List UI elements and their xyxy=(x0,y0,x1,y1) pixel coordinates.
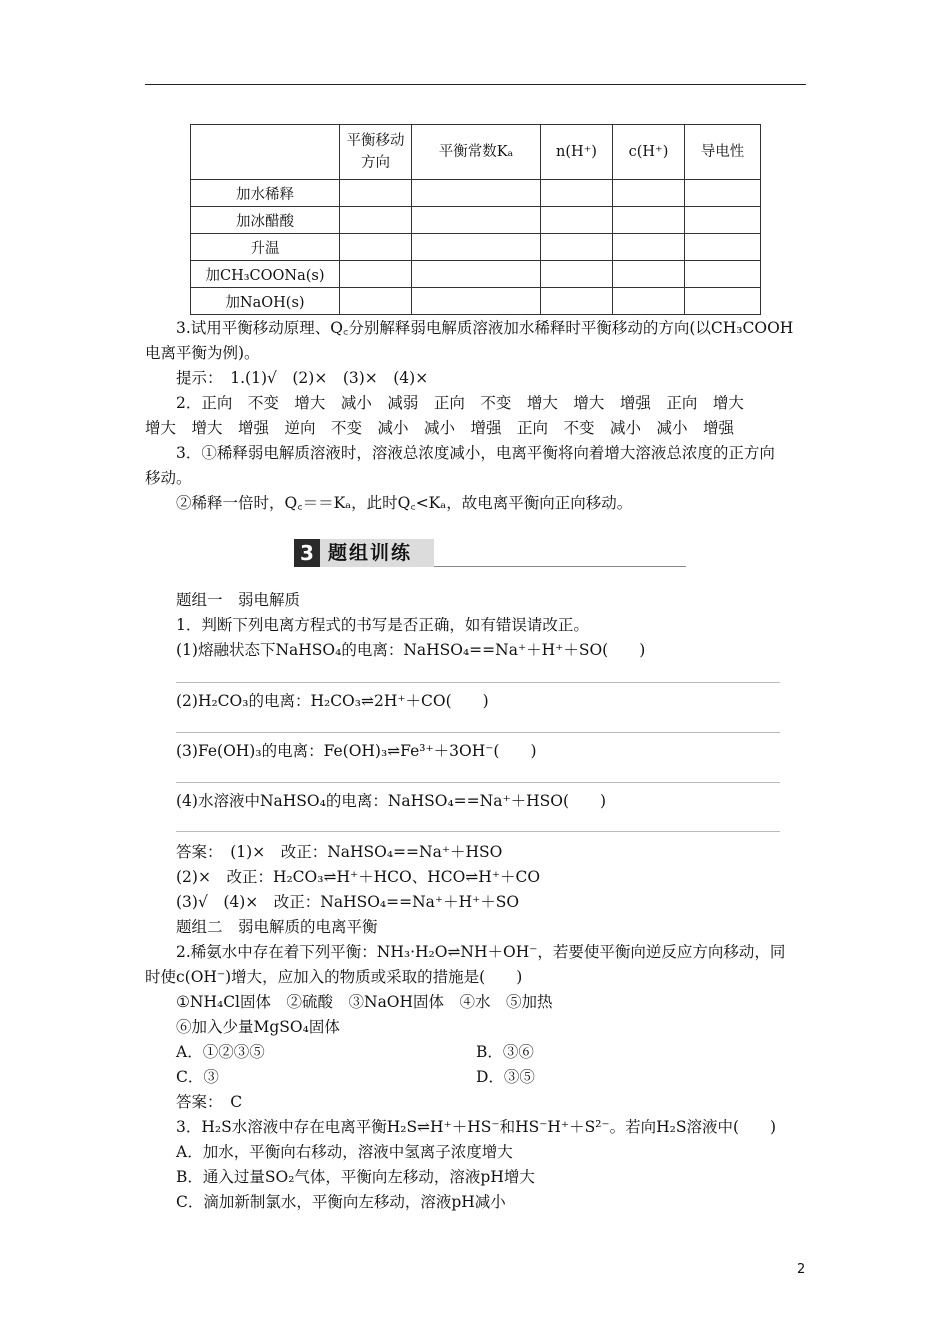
option-d: D．③⑤ xyxy=(476,1068,535,1086)
hint-line: 移动。 xyxy=(145,469,192,487)
table-row-label: 加CH₃COONa(s) xyxy=(191,261,340,288)
sub-question: (3)Fe(OH)₃的电离：Fe(OH)₃⇌Fe³⁺＋3OH⁻( ) xyxy=(176,742,537,760)
answer-blank-line xyxy=(176,732,780,733)
question-3-line-1: 3.试用平衡移动原理、Q꜀分别解释弱电解质溶液加水稀释时平衡移动的方向(以CH₃COOH xyxy=(176,319,794,337)
answer-line: (3)√ (4)× 改正：NaHSO₄==Na⁺＋H⁺＋SO xyxy=(176,893,520,911)
table-row-label: 加水稀释 xyxy=(191,180,340,207)
table-row xyxy=(191,261,761,288)
question-2-line-2: 时使c(OH⁻)增大，应加入的物质或采取的措施是( ) xyxy=(145,968,523,986)
hint-line: 提示： 1.(1)√ (2)× (3)× (4)× xyxy=(176,369,429,387)
header-rule xyxy=(145,84,806,85)
section-number-badge: 3 xyxy=(294,539,320,567)
hint-line: 3．①稀释弱电解质溶液时，溶液总浓度减小，电离平衡将向着增大溶液总浓度的正方向 xyxy=(176,444,775,462)
group-title: 题组二 弱电解质的电离平衡 xyxy=(176,918,378,936)
hint-line: ②稀释一倍时，Q꜀＝＝Kₐ，此时Q꜀<Kₐ，故电离平衡向正向移动。 xyxy=(176,494,633,512)
option-b: B．通入过量SO₂气体，平衡向左移动，溶液pH增大 xyxy=(176,1168,535,1186)
answer-line: (2)× 改正：H₂CO₃⇌H⁺＋HCO、HCO⇌H⁺＋CO xyxy=(176,868,541,886)
section-title: 题组训练 xyxy=(320,539,434,567)
table-header-cell: 平衡移动方向 xyxy=(340,125,412,180)
table-header-cell xyxy=(191,125,340,180)
page-number: 2 xyxy=(797,1262,806,1277)
question-2-items: ⑥加入少量MgSO₄固体 xyxy=(176,1018,340,1036)
table-row xyxy=(191,234,761,261)
table-row xyxy=(191,207,761,234)
table-row-label: 升温 xyxy=(191,234,340,261)
table-header-cell: n(H⁺) xyxy=(541,125,613,180)
group-title: 题组一 弱电解质 xyxy=(176,591,301,609)
equilibrium-table xyxy=(190,124,761,315)
question-2-items: ①NH₄Cl固体 ②硫酸 ③NaOH固体 ④水 ⑤加热 xyxy=(176,993,553,1011)
table-row-label: 加NaOH(s) xyxy=(191,288,340,315)
question-3-line-2: 电离平衡为例)。 xyxy=(145,344,260,362)
sub-question: (4)水溶液中NaHSO₄的电离：NaHSO₄==Na⁺＋HSO( ) xyxy=(176,792,607,810)
table-row-label: 加冰醋酸 xyxy=(191,207,340,234)
question-stem: 1．判断下列电离方程式的书写是否正确，如有错误请改正。 xyxy=(176,616,589,634)
option-c: C．滴加新制氯水，平衡向左移动，溶液pH减小 xyxy=(176,1193,506,1211)
answer-line: 答案： (1)× 改正：NaHSO₄==Na⁺＋HSO xyxy=(176,843,503,861)
table-header-cell: 导电性 xyxy=(685,125,761,180)
table-row xyxy=(191,288,761,315)
hint-line: 2．正向 不变 增大 减小 减弱 正向 不变 增大 增大 增强 正向 增大 xyxy=(176,394,744,412)
question-stem: 3．H₂S水溶液中存在电离平衡H₂S⇌H⁺＋HS⁻和HS⁻H⁺＋S²⁻。若向H₂S溶液中( ) xyxy=(176,1118,777,1136)
sub-question: (1)熔融状态下NaHSO₄的电离：NaHSO₄==Na⁺＋H⁺＋SO( ) xyxy=(176,641,646,659)
sub-question: (2)H₂CO₃的电离：H₂CO₃⇌2H⁺＋CO( ) xyxy=(176,692,489,710)
answer-blank-line xyxy=(176,682,780,683)
option-c: C．③ xyxy=(176,1068,219,1086)
section-underline xyxy=(434,566,686,567)
option-b: B．③⑥ xyxy=(476,1043,534,1061)
answer-blank-line xyxy=(176,782,780,783)
hint-line: 增大 增大 增强 逆向 不变 减小 减小 增强 正向 不变 减小 减小 增强 xyxy=(145,419,735,437)
table-header-cell: c(H⁺) xyxy=(613,125,685,180)
option-a: A．①②③⑤ xyxy=(176,1043,265,1061)
table-header-cell: 平衡常数Kₐ xyxy=(412,125,541,180)
answer-line: 答案： C xyxy=(176,1093,243,1111)
answer-blank-line xyxy=(176,831,780,832)
table-row xyxy=(191,180,761,207)
question-2-line-1: 2.稀氨水中存在着下列平衡：NH₃·H₂O⇌NH＋OH⁻，若要使平衡向逆反应方向移动，同 xyxy=(176,943,786,961)
table-header-row xyxy=(191,125,761,180)
option-a: A．加水，平衡向右移动，溶液中氢离子浓度增大 xyxy=(176,1143,513,1161)
